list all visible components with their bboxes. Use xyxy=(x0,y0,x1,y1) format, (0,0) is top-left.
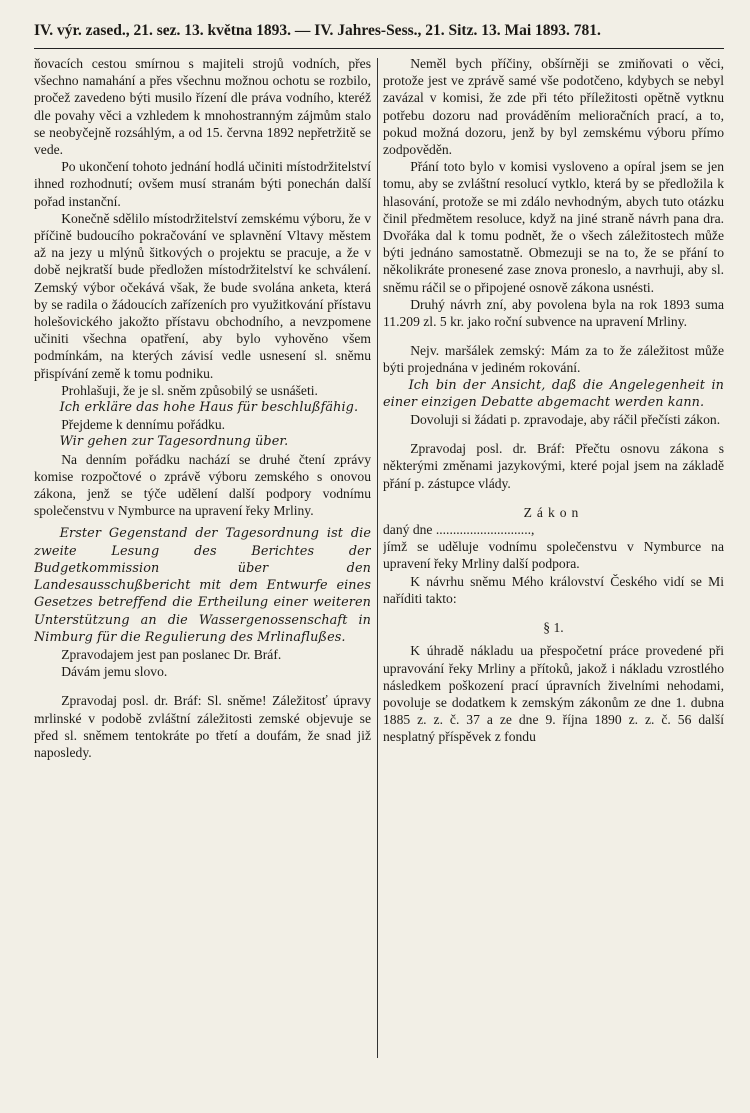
speaker-paragraph: Zpravodaj posl. dr. Bráf: Sl. sněme! Záležitosť úpravy mrlinské v podobě zvláštní záležitosti zemské objevuje se před sl. sněmem tentokráte po třetí a doufám, že snad již naposledy. xyxy=(34,693,371,760)
paragraph: Zpravodajem jest pan poslanec Dr. Bráf. xyxy=(61,646,282,662)
law-subtitle: jímž se uděluje vodnímu společenstvu v Nymburce na upravení řeky Mrliny další podpora. xyxy=(383,539,724,572)
law-title: Zákon xyxy=(523,504,584,520)
paragraph-german: Ich erkläre das hohe Haus für beschlußfähig. xyxy=(59,400,359,416)
paragraph-german: Ich bin der Ansicht, daß die Angelegenheit in einer einzigen Debatte abgemacht werden kann. xyxy=(383,377,724,410)
paragraph: Prohlašuji, že je sl. sněm způsobilý se usnášeti. xyxy=(61,382,318,398)
paragraph-german: Erster Gegenstand der Tagesordnung ist die zweite Lesung des Berichtes der Budgetkommission über den Landesausschußbericht mit dem Entwurfe eines Gesetzes betreffend die Ertheilung einer weiteren Unterstützung an die Wassergenossenschaft in Nimburg für die Regulierung des Mrlinaflußes. xyxy=(34,526,371,645)
paragraph: K úhradě nákladu ua přespočetní práce provedené při upravování řeky Mrliny a přítoků, jakož i nákladu vzrostlého následkem poškození prací úpravních živelními nehodami, povoluje se dodatkem k zemským zákonům ze dne 1. dubna 1885 z. z. č. 37 a ze dne 9. října 1890 z. z. č. 56 další nesplatný příspěvek z fondu xyxy=(383,643,724,745)
section-heading: § 1. xyxy=(543,620,564,636)
paragraph: Přání toto bylo v komisi vysloveno a opíral jsem se jen tomu, aby se zvláštní resolucí vytklo, která by se předložila k hlasování, protože se mi zdálo nevhodným, abych tuto otázku činil předmětem resoluce, když na jiné straně návrh pana dra. Dvořáka dal k tomu podnět, že o všech záležitostech může býti jednáno samostatně. Obmezuji se na to, že se přání to několikráte pronesené zase znova proneslo, a navrhuji, aby sl. sněmu ráčil se o připojené osnově zákona usnésti. xyxy=(383,159,724,295)
paragraph-german: Wir gehen zur Tagesordnung über. xyxy=(59,434,289,450)
paragraph: ňovacích cestou smírnou s majiteli strojů vodních, přes všechno namahání a přes všechnu možnou ochotu se rozbilo, pročež zavedeno býti musilo řízení dle práva vodního, kteréž dle povahy věci a vzhledem k mnohostranným zájmům stalo se neobyčejně rozsáhlým, a od 15. června 1892 nepřetržitě se vede. xyxy=(34,56,371,158)
page-header: IV. výr. zased., 21. sez. 13. května 1893. — IV. Jahres-Sess., 21. Sitz. 13. Mai 1893. 781. xyxy=(34,22,601,39)
column-divider xyxy=(377,58,378,1058)
paragraph: Druhý návrh zní, aby povolena byla na rok 1893 suma 11.209 zl. 5 kr. jako roční subvence na upravení Mrliny. xyxy=(383,296,724,330)
paragraph: Konečně sdělilo místodržitelství zemskému výboru, že v příčině budoucího pokračování ve splavnění Vltavy městem až na jezy u mlýnů šitkových o projektu se pracuje, a že v době nejkratší bude předložen místodržitelství ke schválení. Zemský výbor očekává však, že bude svolána anketa, která by se radila o žádoucích zařízeních pro využitkování přístavu holešovického jakožto přístavu obchodního, a nevzpomene učiniti všechna opatření, aby bylo vyhověno všem podmínkám, na kterých závisí vedle usnesení sl. sněmu přispívání země k tomu podniku. xyxy=(34,210,371,381)
paragraph: Dovoluji si žádati p. zpravodaje, aby ráčil přečísti zákon. xyxy=(410,412,721,428)
paragraph: Po ukončení tohoto jednání hodlá učiniti místodržitelství ihned rozhodnutí; ovšem musí stranám býti ponechán další pořad instanční. xyxy=(34,159,371,209)
speaker-paragraph: Zpravodaj posl. dr. Bráf: Přečtu osnovu zákona s některými změnami jazykovými, které pojal jsem na základě přání p. zástupce vlády. xyxy=(383,441,724,491)
paragraph: Dávám jemu slovo. xyxy=(61,664,168,680)
paragraph: Na denním pořádku nachází se druhé čtení zprávy komise rozpočtové o zprávě výboru zemského s onovou zákona, jenž se týče udělení další podpory vodnímu společenstvu v Nymburce na upravení řeky Mrliny. xyxy=(34,451,371,519)
left-column xyxy=(34,55,371,1105)
header-rule xyxy=(34,48,724,49)
right-column xyxy=(383,55,724,1105)
paragraph: Neměl bych příčiny, obšírněji se zmiňovati o věci, protože jest ve zprávě samé vše podotčeno, kdybych se nebyl zavázal v komisi, že zde při této příležitosti opětně vytknu potřebu dozoru nad prováděním melioračních prací, a to, pokud možná dozoru, jenž by byl zemskému výboru přímo zodpověděn. xyxy=(383,56,724,158)
paragraph: K návrhu sněmu Mého království Českého vidí se Mi naříditi takto: xyxy=(383,573,724,606)
speaker-paragraph: Nejv. maršálek zemský: Mám za to že záležitost může býti projednána v jediném rokování. xyxy=(383,343,724,376)
paragraph: Přejdeme k dennímu pořádku. xyxy=(61,417,226,433)
law-date-line: daný dne ............................, xyxy=(383,522,535,538)
